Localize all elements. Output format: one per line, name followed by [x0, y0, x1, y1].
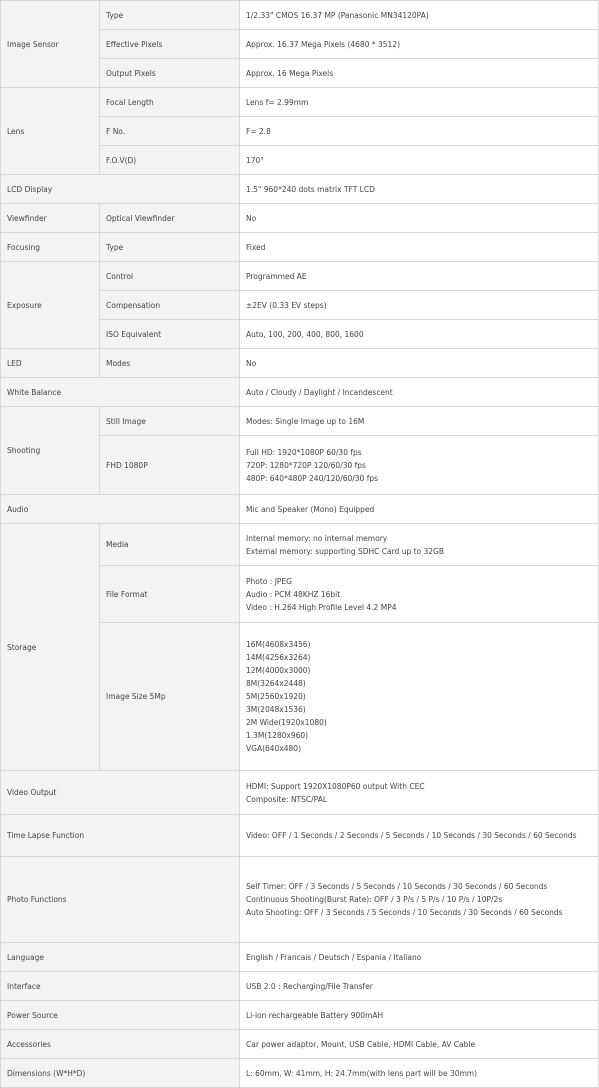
spec-value-text: ±2EV (0.33 EV steps) [246, 300, 327, 310]
spec-value [240, 204, 599, 233]
spec-category: Time Lapse Function [1, 815, 240, 857]
spec-row [1, 349, 599, 378]
spec-category: Dimensions (W*H*D) [1, 1059, 240, 1088]
spec-row [1, 175, 599, 204]
spec-value [240, 349, 599, 378]
spec-row [1, 1059, 599, 1088]
spec-row [1, 233, 599, 262]
spec-value-text: Video: OFF / 1 Seconds / 2 Seconds / 5 Seconds / 10 Seconds / 30 Seconds / 60 Seconds [246, 831, 577, 840]
spec-value [240, 30, 599, 59]
spec-value [240, 436, 599, 495]
spec-value-text: 720P: 1280*720P 120/60/30 fps [246, 460, 366, 470]
spec-row [1, 1030, 599, 1059]
spec-category: Audio [1, 495, 240, 524]
spec-category: Shooting [1, 407, 100, 495]
spec-row [1, 943, 599, 972]
spec-value [240, 566, 599, 623]
spec-value [240, 524, 599, 566]
spec-row [1, 815, 599, 857]
spec-category: Image Sensor [1, 1, 100, 88]
spec-value [240, 146, 599, 175]
spec-row [1, 1001, 599, 1030]
spec-category: Photo Functions [1, 857, 240, 943]
spec-row [1, 262, 599, 291]
spec-category: White Balance [1, 378, 240, 407]
spec-value-text: Modes: Single Image up to 16M [246, 416, 365, 426]
spec-value-text: Li-ion rechargeable Battery 900mAH [246, 1010, 384, 1020]
spec-label: Image Size 5Mp [100, 623, 240, 771]
spec-value-text: Auto, 100, 200, 400, 800, 1600 [246, 329, 364, 339]
spec-value-text: 170° [246, 155, 265, 165]
spec-value [240, 495, 599, 524]
spec-value [240, 175, 599, 204]
spec-value-text: 12M(4000x3000) [246, 666, 311, 675]
spec-label: Still Image [100, 407, 240, 436]
spec-category: Video Output [1, 771, 240, 815]
spec-value-text: Auto / Cloudy / Daylight / Incandescent [246, 387, 393, 397]
spec-value [240, 1001, 599, 1030]
spec-value-text: 14M(4256x3264) [246, 653, 311, 662]
spec-value-text: 16M(4608x3456) [246, 640, 311, 649]
spec-value-text: Continuous Shooting(Burst Rate): OFF / 3 P/s / 5 P/s / 10 P/s / 10P/2s [246, 895, 503, 904]
spec-category: Language [1, 943, 240, 972]
spec-value-text: VGA(640x480) [246, 744, 301, 753]
spec-value [240, 320, 599, 349]
spec-value-text: Internal memory: no internal memory [246, 533, 388, 543]
spec-value-text: Approx. 16 Mega Pixels [246, 68, 334, 78]
spec-value-text: USB 2.0 : Recharging/File Transfer [246, 981, 373, 991]
spec-value-text: Mic and Speaker (Mono) Equipped [246, 504, 375, 514]
spec-value-text: Full HD: 1920*1080P 60/30 fps [246, 447, 362, 457]
spec-row [1, 524, 599, 566]
spec-value [240, 972, 599, 1001]
spec-label: Compensation [100, 291, 240, 320]
spec-value [240, 117, 599, 146]
spec-value [240, 1030, 599, 1059]
spec-label: F No. [100, 117, 240, 146]
spec-value [240, 771, 599, 815]
spec-category: Viewfinder [1, 204, 100, 233]
spec-value-text: Car power adaptor, Mount, USB Cable, HDMI Cable, AV Cable [246, 1039, 476, 1049]
spec-value-text: External memory: supporting SDHC Card up to 32GB [246, 546, 445, 556]
spec-value [240, 291, 599, 320]
spec-row [1, 972, 599, 1001]
spec-value-text: 8M(3264x2448) [246, 679, 306, 688]
spec-value [240, 943, 599, 972]
spec-value [240, 1, 599, 30]
spec-label: Effective Pixels [100, 30, 240, 59]
spec-row [1, 378, 599, 407]
spec-row [1, 204, 599, 233]
spec-value-text: Lens f= 2.99mm [246, 97, 309, 107]
spec-category: Accessories [1, 1030, 240, 1059]
spec-value-text: 2M Wide(1920x1080) [246, 718, 327, 727]
spec-value-text: 3M(2048x1536) [246, 705, 306, 714]
spec-value-text: Fixed [246, 242, 266, 252]
spec-value-text: Audio : PCM 48KHZ 16bit [246, 589, 341, 599]
spec-value-text: No [246, 213, 257, 223]
spec-category: LED [1, 349, 100, 378]
spec-value-text: Composite: NTSC/PAL [246, 794, 328, 804]
spec-label: Optical Viewfinder [100, 204, 240, 233]
spec-category: LCD Display [1, 175, 240, 204]
spec-row [1, 1, 599, 30]
spec-value-text: HDMI: Support 1920X1080P60 output With CEC [246, 781, 425, 791]
spec-label: Type [100, 233, 240, 262]
spec-category: Focusing [1, 233, 100, 262]
spec-label: Type [100, 1, 240, 30]
spec-category: Storage [1, 524, 100, 771]
spec-value-text: Programmed AE [246, 271, 307, 281]
spec-category: Interface [1, 972, 240, 1001]
spec-row [1, 407, 599, 436]
spec-value-text: 1.5" 960*240 dots matrix TFT LCD [246, 184, 375, 194]
spec-row [1, 88, 599, 117]
spec-value-text: Self Timer: OFF / 3 Seconds / 5 Seconds / 10 Seconds / 30 Seconds / 60 Seconds [246, 882, 548, 891]
spec-value [240, 233, 599, 262]
spec-label: Media [100, 524, 240, 566]
spec-value-text: 5M(2560x1920) [246, 692, 306, 701]
spec-value-text: F= 2.8 [246, 126, 271, 136]
spec-value-text: 480P: 640*480P 240/120/60/30 fps [246, 473, 379, 483]
spec-label: Control [100, 262, 240, 291]
spec-value [240, 857, 599, 943]
spec-value-text: Video : H.264 High Profile Level 4.2 MP4 [246, 602, 397, 612]
spec-value-text: Approx. 16.37 Mega Pixels (4680 * 3512) [246, 39, 400, 49]
spec-value [240, 262, 599, 291]
spec-label: ISO Equivalent [100, 320, 240, 349]
spec-label: Focal Length [100, 88, 240, 117]
spec-value-text: 1/2.33" CMOS 16.37 MP (Panasonic MN34120PA) [246, 10, 429, 20]
spec-category: Power Source [1, 1001, 240, 1030]
spec-value-text: Auto Shooting: OFF / 3 Seconds / 5 Seconds / 10 Seconds / 30 Seconds / 60 Seconds [246, 908, 563, 917]
spec-label: File Format [100, 566, 240, 623]
spec-value [240, 815, 599, 857]
spec-value-text: 1.3M(1280x960) [246, 731, 309, 740]
spec-value-text: L: 60mm, W: 41mm, H: 24.7mm(with lens part will be 30mm) [246, 1068, 478, 1078]
spec-label: Modes [100, 349, 240, 378]
spec-label: F.O.V(D) [100, 146, 240, 175]
spec-row [1, 771, 599, 815]
spec-value-text: No [246, 358, 257, 368]
spec-value [240, 88, 599, 117]
spec-value [240, 378, 599, 407]
spec-value-text: Photo : JPEG [246, 576, 292, 586]
spec-table-body [1, 1, 599, 1088]
spec-value [240, 1059, 599, 1088]
spec-label: FHD 1080P [100, 436, 240, 495]
spec-value [240, 623, 599, 771]
spec-category: Exposure [1, 262, 100, 349]
spec-row [1, 857, 599, 943]
spec-value-text: English / Francais / Deutsch / Espania / Italiano [246, 952, 422, 962]
spec-value [240, 59, 599, 88]
spec-row [1, 495, 599, 524]
spec-category: Lens [1, 88, 100, 175]
spec-label: Output Pixels [100, 59, 240, 88]
spec-value [240, 407, 599, 436]
